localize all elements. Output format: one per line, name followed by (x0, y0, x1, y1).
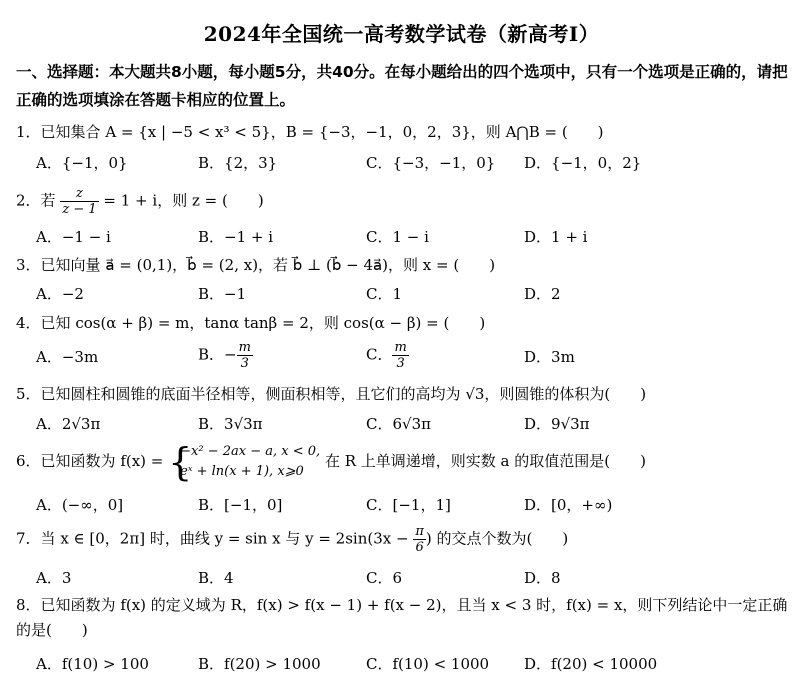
option-a[interactable]: A．{−1，0} (36, 154, 128, 172)
option-a[interactable]: A．−2 (36, 285, 84, 303)
question-stem: 已知圆柱和圆锥的底面半径相等，侧面积相等，且它们的高均为 √3，则圆锥的体积为( ) (40, 385, 647, 403)
question-number: 2． (16, 191, 41, 210)
fraction (237, 340, 253, 371)
option-b[interactable]: B．f(20) > 1000 (198, 655, 321, 673)
option-letter: D． (524, 348, 552, 366)
question-number: 7． (16, 529, 41, 548)
option-c[interactable]: C．1 (366, 285, 403, 303)
option-b[interactable] (198, 340, 253, 371)
fraction-denominator: 6 (415, 540, 424, 555)
option-b[interactable]: B．4 (198, 569, 234, 587)
option-d[interactable]: D．9√3π (524, 415, 590, 433)
option-b[interactable]: B．−1 (198, 285, 247, 303)
question-1-options (36, 152, 796, 174)
question-stem-prefix: 已知函数为 f(x) = (40, 452, 164, 470)
question-stem: 已知集合 A = {x | −5 < x³ < 5}，B = {−3，−1，0，2，3}，则 A⋂B = ( ) (40, 123, 604, 141)
piecewise-function (168, 442, 320, 482)
option-b[interactable]: B．[−1，0] (198, 496, 283, 514)
option-d[interactable]: D．[0，+∞) (524, 496, 613, 514)
option-a[interactable]: A．(−∞，0] (36, 496, 124, 514)
question-2-options (36, 226, 796, 248)
option-c[interactable]: C．f(10) < 1000 (366, 655, 490, 673)
question-stem-prefix: 若 (40, 191, 56, 210)
question-number: 8． (16, 596, 41, 614)
option-value: 3m (551, 348, 575, 366)
option-d[interactable]: D．{−1，0，2} (524, 154, 642, 172)
question-4-options (36, 340, 796, 376)
question-stem: 已知向量 a⃗ = (0,1)，b⃗ = (2, x)，若 b⃗ ⊥ (b⃗ − 4a⃗)，则 x = ( ) (40, 256, 496, 274)
option-a[interactable] (36, 346, 98, 367)
question-stem: 已知函数为 f(x) 的定义域为 R，f(x) > f(x − 1) + f(x − 2)，且当 x < 3 时，f(x) = x，则下列结论中一定正确的是( ) (16, 596, 788, 639)
fraction-numerator: π (415, 524, 424, 539)
question-7 (16, 524, 791, 555)
question-stem-prefix: 当 x ∈ [0，2π] 时，曲线 y = sin x 与 y = 2sin(3x − (40, 529, 409, 548)
option-b[interactable]: B．{2，3} (198, 154, 278, 172)
fraction-denominator: z − 1 (62, 202, 97, 217)
question-number: 5． (16, 385, 41, 403)
option-a[interactable]: A．2√3π (36, 415, 101, 433)
question-stem-suffix: = 1 + i，则 z = ( ) (103, 191, 264, 210)
question-number: 1． (16, 123, 41, 141)
piece-1: −x² − 2ax − a, x < 0, (180, 444, 321, 459)
question-6-options (36, 494, 796, 516)
fraction (60, 186, 98, 217)
fraction (392, 340, 408, 371)
question-stem-suffix: 在 R 上单调递增，则实数 a 的取值范围是( ) (324, 452, 646, 470)
exam-title: 2024年全国统一高考数学试卷（新高考I） (203, 22, 600, 46)
option-c[interactable]: C．6 (366, 569, 403, 587)
question-4 (16, 313, 791, 333)
brace-icon: { (168, 440, 193, 484)
fraction-denominator: 3 (240, 356, 249, 371)
fraction-numerator: m (394, 340, 407, 355)
question-number: 4． (16, 314, 41, 332)
question-7-options (36, 567, 796, 589)
option-a[interactable]: A．−1 − i (36, 228, 111, 246)
question-number: 6． (16, 452, 41, 470)
question-5 (16, 384, 791, 404)
option-c[interactable]: C．{−3，−1，0} (366, 154, 496, 172)
option-a[interactable]: A．f(10) > 100 (36, 655, 149, 673)
option-d[interactable]: D．f(20) < 10000 (524, 655, 658, 673)
fraction-numerator: z (60, 186, 98, 202)
option-letter: B． (198, 345, 225, 364)
question-stem: 已知 cos(α + β) = m，tanα tanβ = 2，则 cos(α − β) = ( ) (40, 314, 486, 332)
option-sign: − (224, 345, 237, 364)
option-letter: C． (366, 345, 393, 364)
question-number: 3． (16, 256, 41, 274)
question-3-options (36, 283, 796, 305)
option-d[interactable]: D．8 (524, 569, 561, 587)
piece-2: eˣ + ln(x + 1), x⩾0 (180, 464, 304, 479)
option-d[interactable]: D．2 (524, 285, 561, 303)
section-instructions: 一、选择题：本大题共8小题，每小题5分，共40分。在每小题给出的四个选项中，只有一个选项是正确的，请把正确的选项填涂在答题卡相应的位置上。 (16, 63, 788, 109)
fraction (413, 524, 426, 555)
question-1 (16, 122, 791, 142)
question-8-options (36, 653, 796, 675)
option-c[interactable] (366, 340, 409, 371)
option-c[interactable]: C．6√3π (366, 415, 431, 433)
question-6 (16, 442, 791, 482)
option-b[interactable]: B．3√3π (198, 415, 263, 433)
option-a[interactable]: A．3 (36, 569, 72, 587)
option-value: −3m (61, 348, 99, 366)
question-2 (16, 186, 791, 217)
option-d[interactable]: D．1 + i (524, 228, 588, 246)
option-letter: A． (36, 348, 62, 366)
question-3 (16, 255, 791, 275)
fraction-numerator: m (238, 340, 251, 355)
option-b[interactable]: B．−1 + i (198, 228, 274, 246)
fraction-denominator: 3 (396, 356, 405, 371)
option-d[interactable] (524, 346, 575, 367)
question-8 (16, 593, 791, 643)
option-c[interactable]: C．[−1，1] (366, 496, 451, 514)
option-c[interactable]: C．1 − i (366, 228, 429, 246)
question-stem-suffix: ) 的交点个数为( ) (425, 529, 569, 548)
question-5-options (36, 413, 796, 435)
